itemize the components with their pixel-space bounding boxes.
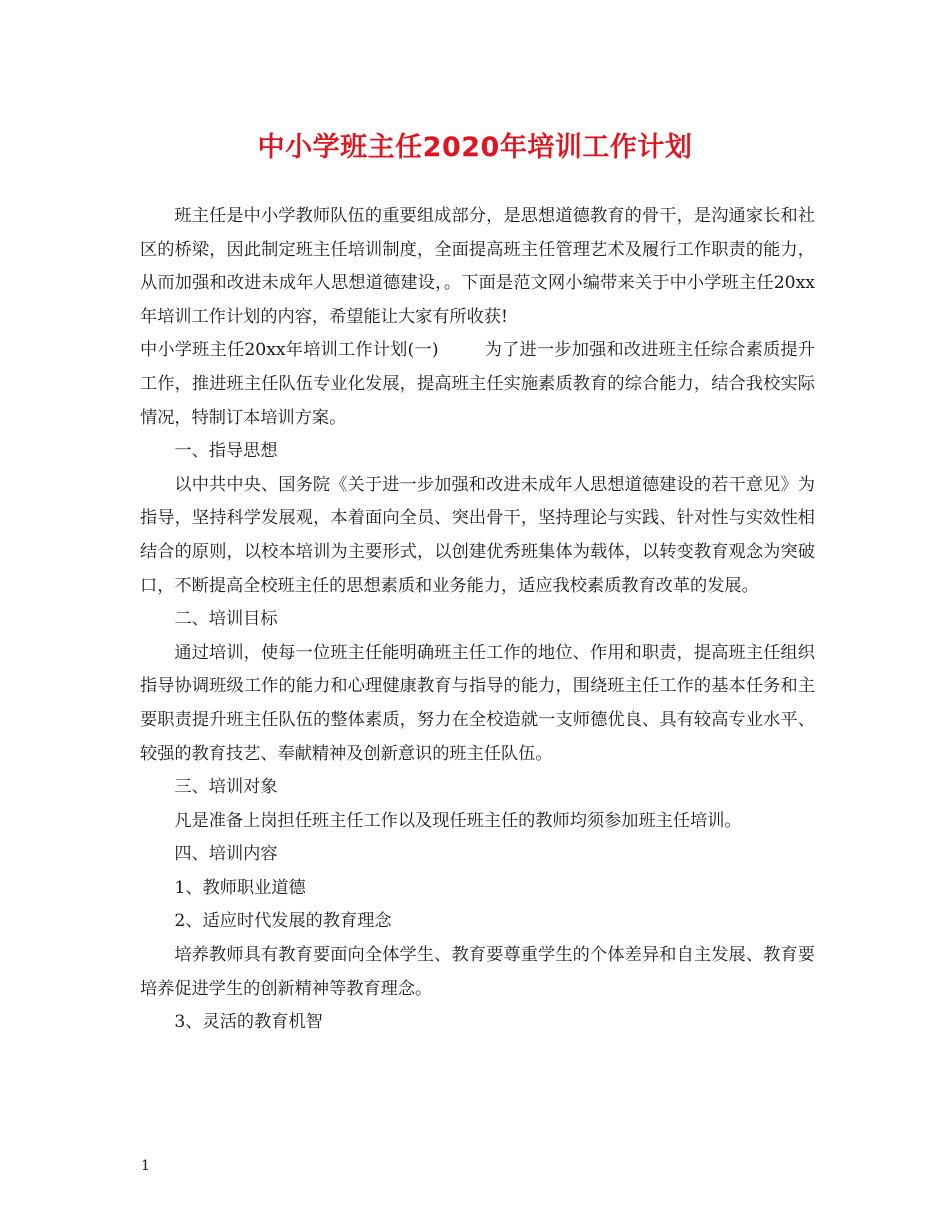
section-heading-guiding-ideology: 一、指导思想: [174, 441, 278, 462]
page-title: 中小学班主任2020年培训工作计划: [257, 132, 693, 163]
subtitle-paragraph: [140, 334, 815, 435]
section-heading-training-targets: 三、培训对象: [174, 777, 278, 798]
section-heading-training-content: 四、培训内容: [174, 844, 278, 865]
section-heading-training-goals: 二、培训目标: [174, 609, 278, 630]
intro-paragraph: 班主任是中小学教师队伍的重要组成部分，是思想道德教育的骨干，是沟通家长和社区的桥梁，因此制定班主任培训制度，全面提高班主任管理艺术及履行工作职责的能力，从而加强和改进未成年人思想道德建设，。下面是范文网小编带来关于中小学班主任20xx年培训工作计划的内容，希望能让大家有所收获!: [140, 206, 815, 327]
plan-subtitle: 中小学班主任20xx年培训工作计划(一): [140, 340, 439, 361]
section-body-guiding-ideology: 以中共中央、国务院《关于进一步加强和改进未成年人思想道德建设的若干意见》为指导，坚持科学发展观，本着面向全员、突出骨干，坚持理论与实践、针对性与实效性相结合的原则，以校本培训为主要形式，以创建优秀班集体为载体，以转变教育观念为突破口，不断提高全校班主任的思想素质和业务能力，适应我校素质教育改革的发展。: [140, 474, 815, 596]
list-item-educational-wisdom: 3、灵活的教育机智: [174, 1012, 323, 1033]
section-body-training-goals: 通过培训，使每一位班主任能明确班主任工作的地位、作用和职责，提高班主任组织指导协调班级工作的能力和心理健康教育与指导的能力，围绕班主任工作的基本任务和主要职责提升班主任队伍的整体素质，努力在全校造就一支师德优良、具有较高专业水平、较强的教育技艺、奉献精神及创新意识的班主任队伍。: [140, 642, 815, 764]
document-body: [140, 200, 815, 1040]
list-item-education-concepts-body: 培养教师具有教育要面向全体学生、教育要尊重学生的个体差异和自主发展、教育要培养促进学生的创新精神等教育理念。: [140, 945, 815, 999]
section-body-training-targets: 凡是准备上岗担任班主任工作以及现任班主任的教师均须参加班主任培训。: [174, 810, 742, 831]
list-item-professional-ethics: 1、教师职业道德: [174, 877, 306, 898]
plan-subtitle-body: 为了进一步加强和改进班主任综合素质提升工作，推进班主任队伍专业化发展，提高班主任实施素质教育的综合能力，结合我校实际情况，特制订本培训方案。: [140, 340, 815, 428]
page-number: 1: [141, 1158, 150, 1174]
list-item-education-concepts: 2、适应时代发展的教育理念: [174, 911, 392, 932]
